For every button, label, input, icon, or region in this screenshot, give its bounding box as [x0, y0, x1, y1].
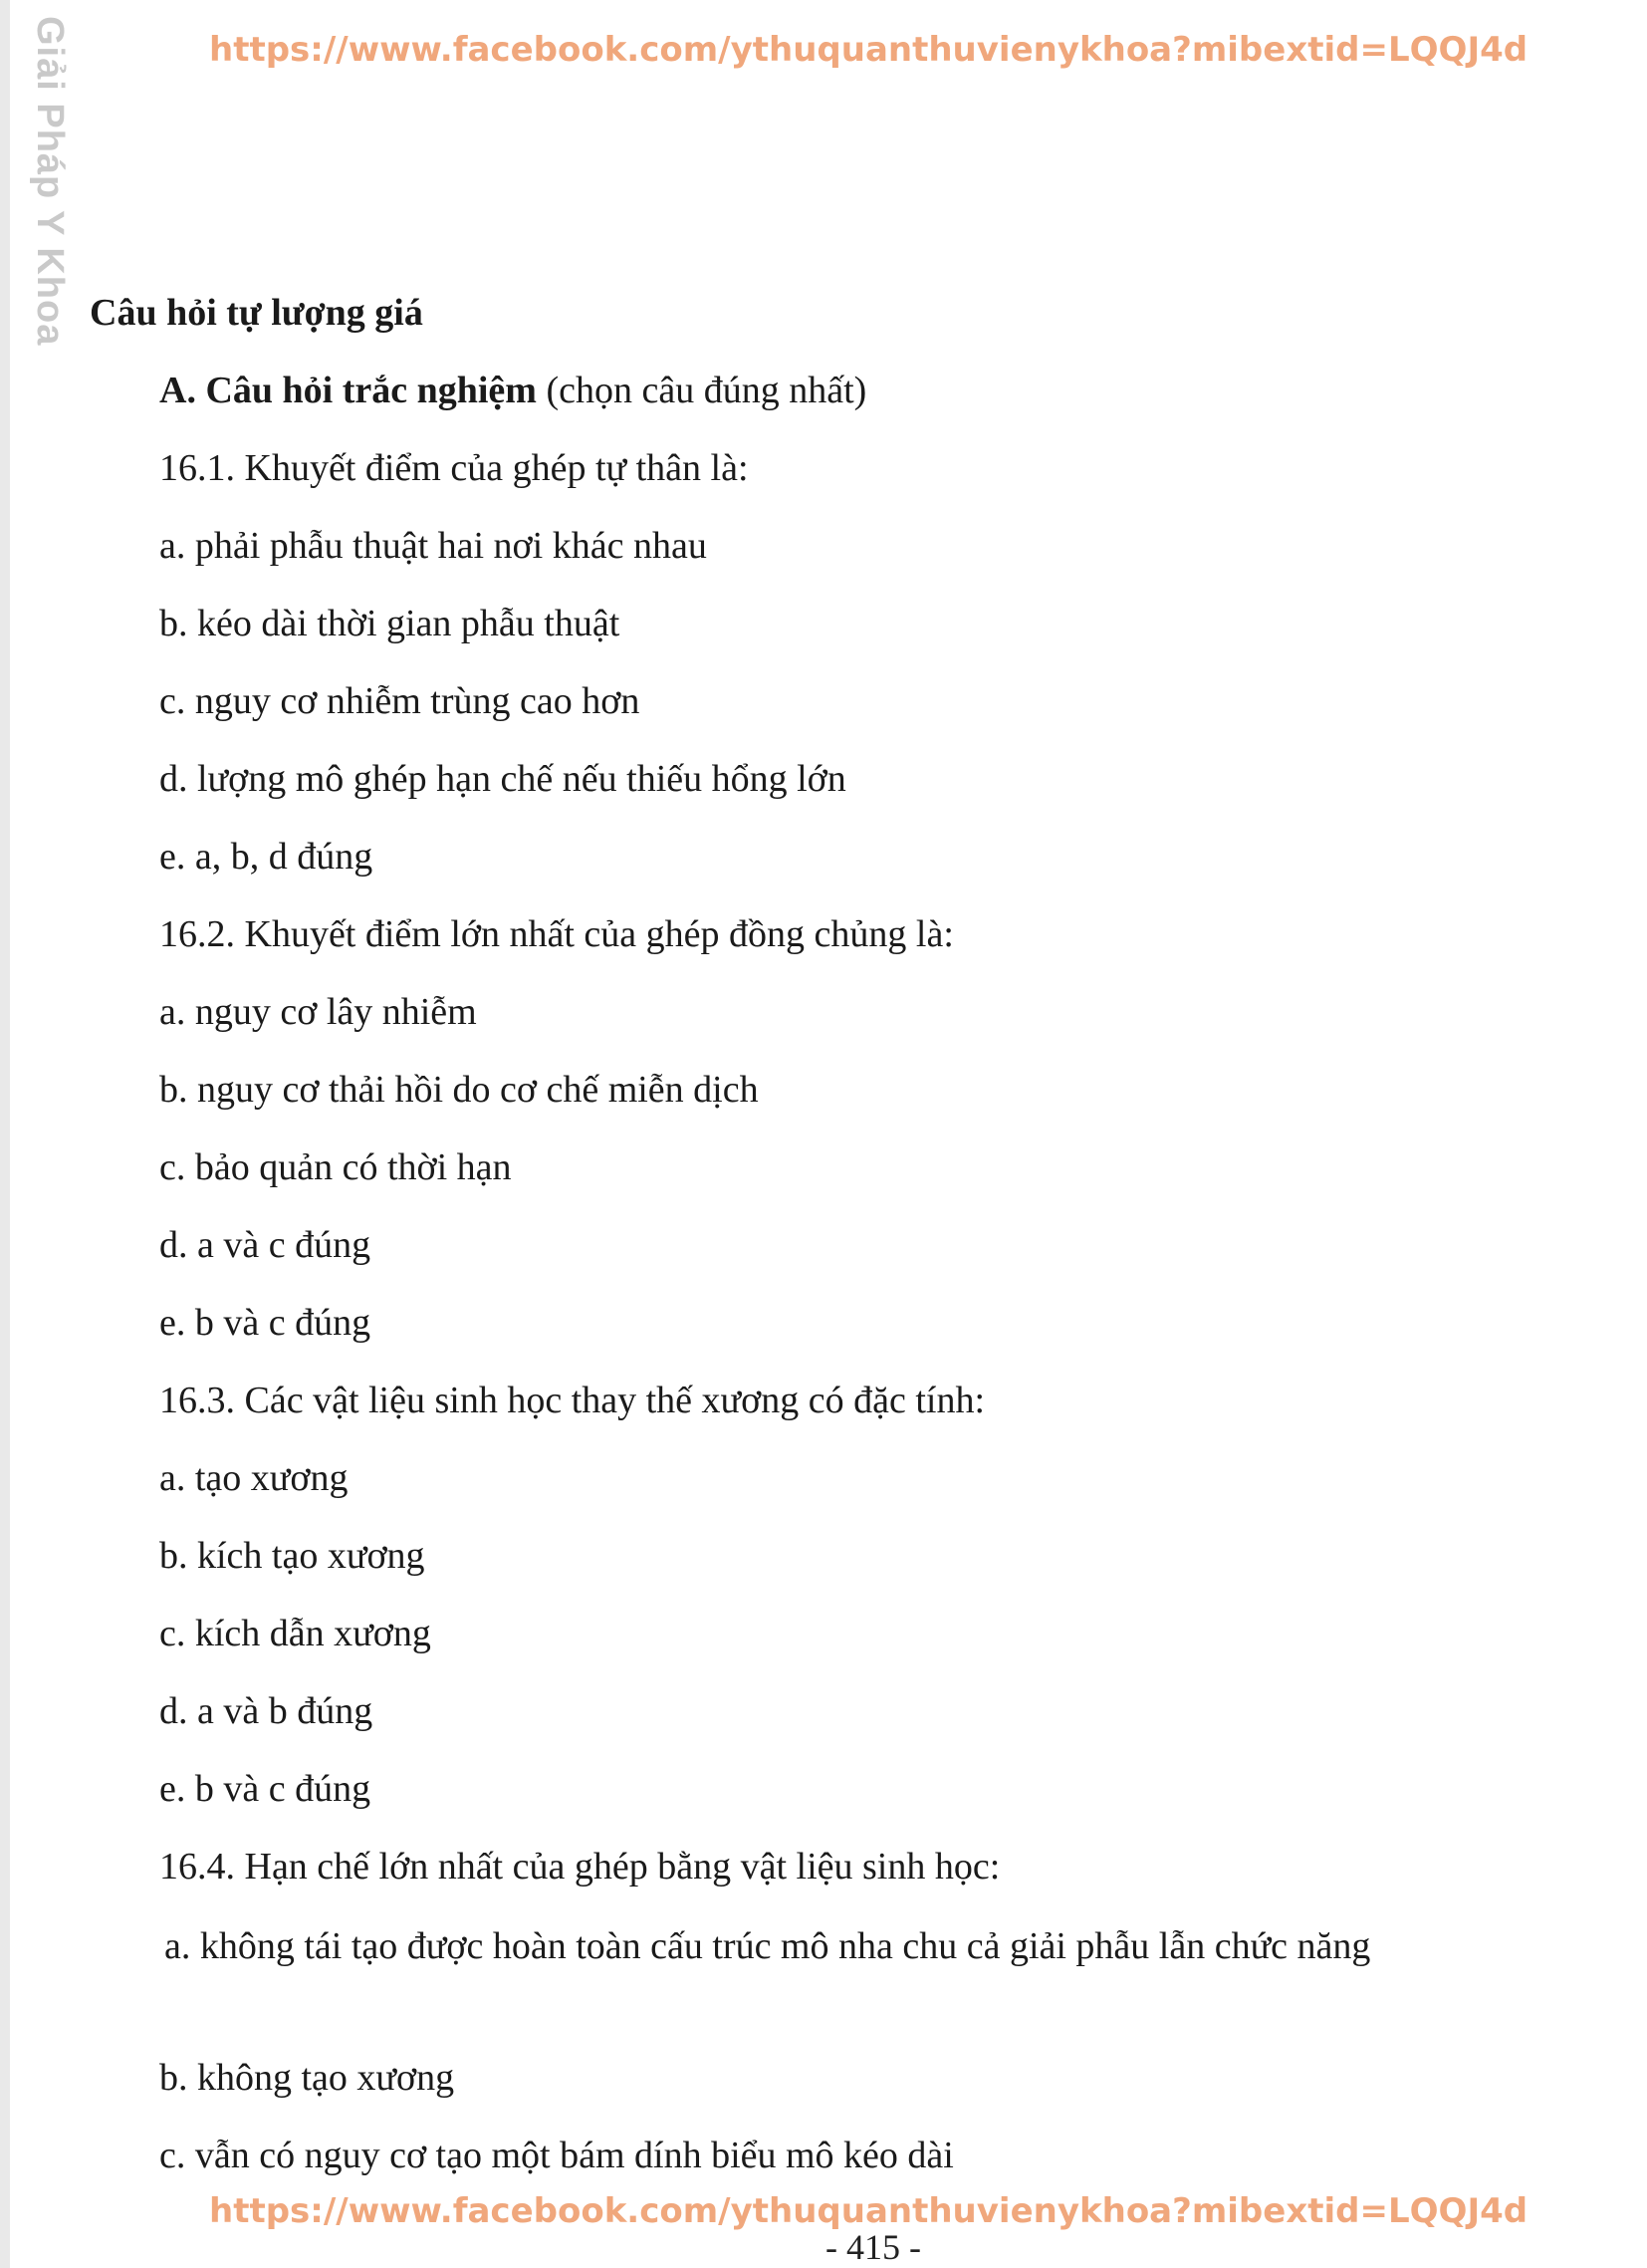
answer-option: e. a, b, d đúng [159, 836, 373, 878]
answer-option: c. kích dẫn xương [159, 1613, 431, 1654]
answer-option: b. không tạo xương [159, 2057, 455, 2099]
answer-option: e. b và c đúng [159, 1768, 371, 1810]
answer-option: b. kéo dài thời gian phẫu thuật [159, 603, 620, 644]
answer-option: b. kích tạo xương [159, 1535, 425, 1577]
url-watermark-bottom: https://www.facebook.com/ythuquanthuvienykhoa?mibextid=LQQJ4d [209, 2191, 1529, 2231]
answer-option: d. a và c đúng [159, 1224, 371, 1266]
part-title-main: A. Câu hỏi trắc nghiệm [159, 370, 537, 411]
page-number: - 415 - [825, 2227, 921, 2267]
section-title: Câu hỏi tự lượng giá [90, 292, 423, 334]
answer-option: a. không tái tạo được hoàn toàn cấu trúc mô nha chu cả giải phẫu lẫn chức năng [164, 1925, 1371, 1967]
answer-option: c. bảo quản có thời hạn [159, 1146, 512, 1188]
question-stem: 16.4. Hạn chế lớn nhất của ghép bằng vật liệu sinh học: [159, 1846, 1001, 1888]
part-title [159, 369, 866, 414]
page-edge-shadow [0, 0, 10, 2268]
part-title-note: (chọn câu đúng nhất) [536, 370, 867, 411]
answer-option: a. tạo xương [159, 1457, 349, 1499]
answer-option: a. phải phẫu thuật hai nơi khác nhau [159, 525, 707, 567]
question-stem: 16.3. Các vật liệu sinh học thay thế xương có đặc tính: [159, 1380, 986, 1421]
side-watermark: Giải Pháp Y Khoa [29, 16, 71, 347]
answer-option: c. nguy cơ nhiễm trùng cao hơn [159, 680, 640, 722]
answer-option: d. lượng mô ghép hạn chế nếu thiếu hổng lớn [159, 758, 846, 800]
url-watermark-top: https://www.facebook.com/ythuquanthuvienykhoa?mibextid=LQQJ4d [209, 30, 1529, 70]
question-stem: 16.1. Khuyết điểm của ghép tự thân là: [159, 447, 749, 489]
answer-option: a. nguy cơ lây nhiễm [159, 991, 477, 1033]
answer-option: d. a và b đúng [159, 1690, 373, 1732]
answer-option: c. vẫn có nguy cơ tạo một bám dính biểu mô kéo dài [159, 2135, 954, 2176]
question-stem: 16.2. Khuyết điểm lớn nhất của ghép đồng chủng là: [159, 913, 954, 955]
answer-option: e. b và c đúng [159, 1302, 371, 1344]
answer-option: b. nguy cơ thải hồi do cơ chế miễn dịch [159, 1069, 759, 1111]
